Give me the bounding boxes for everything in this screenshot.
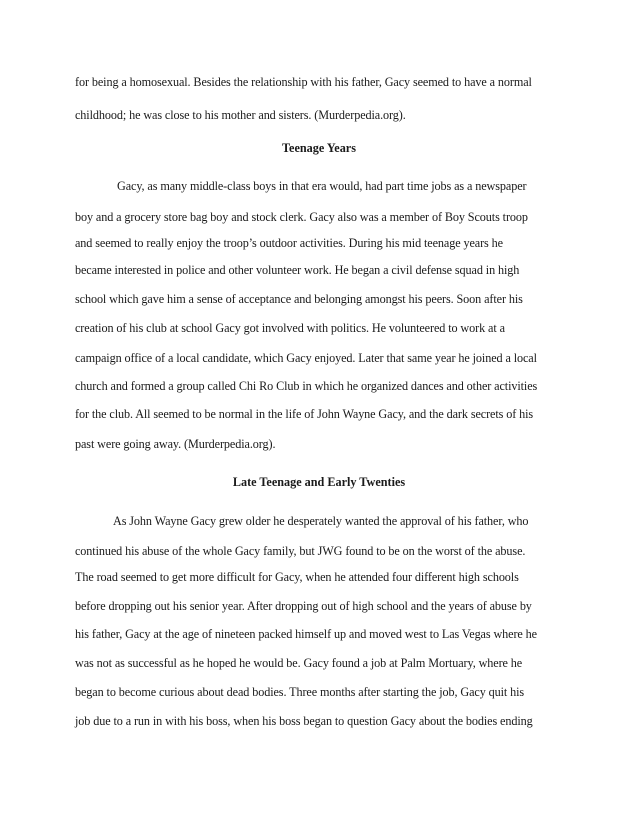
body-text-line: creation of his club at school Gacy got involved with politics. He volunteered to work at a <box>75 321 505 335</box>
body-text-line: Gacy, as many middle-class boys in that era would, had part time jobs as a newspaper <box>117 179 527 193</box>
body-text-line: The road seemed to get more difficult for Gacy, when he attended four different high schools <box>75 570 519 584</box>
body-text-line: before dropping out his senior year. After dropping out of high school and the years of abuse by <box>75 599 532 613</box>
body-text-line: campaign office of a local candidate, which Gacy enjoyed. Later that same year he joined a local <box>75 351 537 365</box>
body-text-line: for the club. All seemed to be normal in the life of John Wayne Gacy, and the dark secrets of his <box>75 407 534 421</box>
body-text-line: continued his abuse of the whole Gacy family, but JWG found to be on the worst of the abuse. <box>75 544 526 558</box>
body-text-line: As John Wayne Gacy grew older he desperately wanted the approval of his father, who <box>113 514 529 528</box>
body-text-line: began to become curious about dead bodies. Three months after starting the job, Gacy quit his <box>75 685 525 699</box>
body-text-line: and seemed to really enjoy the troop’s outdoor activities. During his mid teenage years he <box>75 236 503 250</box>
body-text-line: school which gave him a sense of acceptance and belonging amongst his peers. Soon after his <box>75 292 523 306</box>
body-text-line: past were going away. (Murderpedia.org). <box>75 437 276 451</box>
body-text-line: was not as successful as he hoped he would be. Gacy found a job at Palm Mortuary, where he <box>75 656 523 670</box>
body-text-line: childhood; he was close to his mother and sisters. (Murderpedia.org). <box>75 108 406 122</box>
body-text-line: church and formed a group called Chi Ro Club in which he organized dances and other activities <box>75 379 538 393</box>
body-text-line: job due to a run in with his boss, when his boss began to question Gacy about the bodies ending <box>75 714 533 728</box>
section-heading-late-teenage: Late Teenage and Early Twenties <box>232 475 406 489</box>
body-text-line: boy and a grocery store bag boy and stock clerk. Gacy also was a member of Boy Scouts troop <box>75 210 528 224</box>
body-text-line: his father, Gacy at the age of nineteen packed himself up and moved west to Las Vegas where he <box>75 627 537 641</box>
body-text-line: became interested in police and other volunteer work. He began a civil defense squad in high <box>75 263 520 277</box>
body-text-line: for being a homosexual. Besides the relationship with his father, Gacy seemed to have a normal <box>75 75 532 89</box>
section-heading-teenage-years: Teenage Years <box>282 141 356 155</box>
